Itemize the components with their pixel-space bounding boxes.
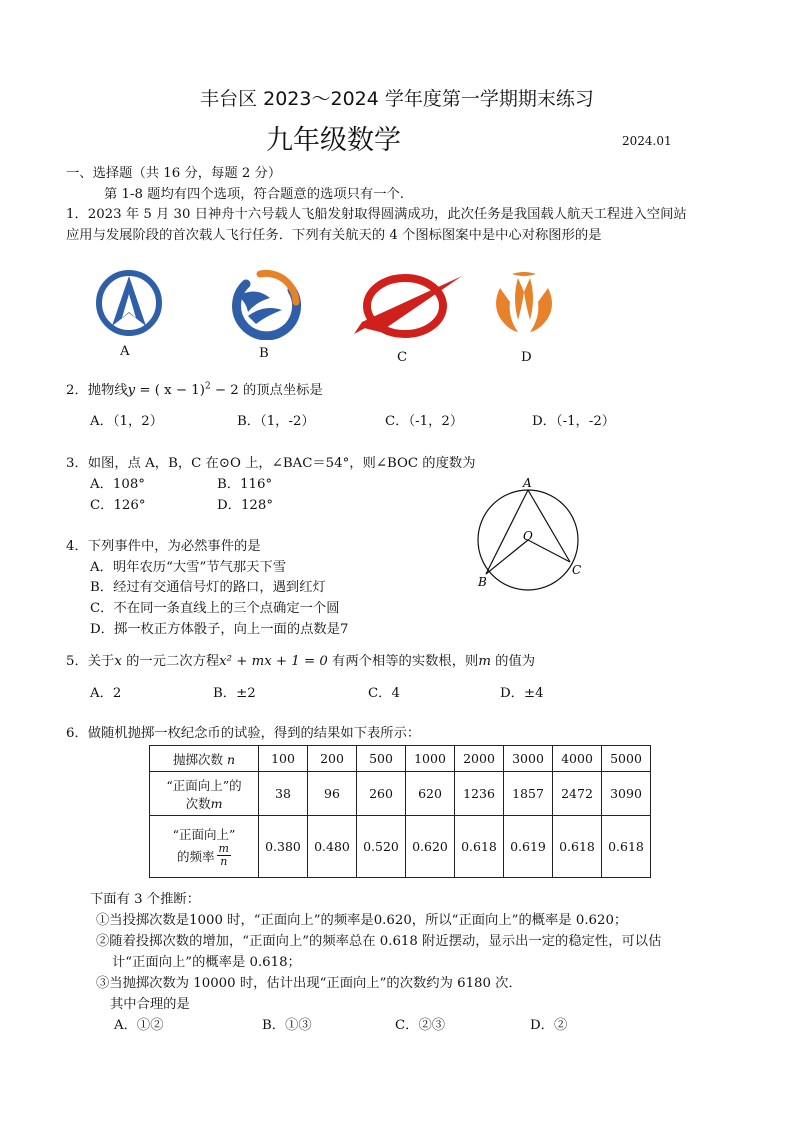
- table-header-cell: [150, 746, 259, 772]
- q5-end: 的值为: [490, 654, 536, 669]
- q2-prefix: 2．抛物线: [66, 383, 128, 398]
- logo-b-icon: [226, 266, 302, 340]
- table-cell: 3000: [504, 746, 553, 772]
- table-row: [150, 816, 651, 878]
- label-b: B: [478, 575, 487, 589]
- table-cell: 0.380: [259, 816, 308, 878]
- table-cell: 96: [308, 772, 357, 816]
- q5-equation: x² + mx + 1 = 0: [219, 654, 328, 669]
- table-cell: 100: [259, 746, 308, 772]
- label-a: A: [523, 478, 532, 490]
- q5-option-d: D．±4: [500, 686, 544, 701]
- table-cell: 0.620: [406, 816, 455, 878]
- q6-option-c: C．②③: [395, 1018, 446, 1033]
- table-cell: 0.618: [553, 816, 602, 878]
- table-cell: 2472: [553, 772, 602, 816]
- q2-suffix: 的顶点坐标是: [238, 383, 323, 398]
- q5-m: m: [478, 654, 491, 669]
- q2-option-c: C．（-1，2）: [385, 414, 464, 429]
- table-cell: 0.618: [602, 816, 651, 878]
- q4-option-b: B．经过有交通信号灯的路口，遇到红灯: [90, 580, 326, 595]
- q6-option-a: A．①②: [114, 1018, 164, 1033]
- q5-prefix: 5．关于: [66, 654, 115, 669]
- table-cell: 200: [308, 746, 357, 772]
- table-cell: 1857: [504, 772, 553, 816]
- table-cell: 260: [357, 772, 406, 816]
- table-cell: 1000: [406, 746, 455, 772]
- label-o: O: [523, 529, 533, 543]
- q5-option-c: C．4: [368, 686, 400, 701]
- fraction-denominator: n: [220, 855, 228, 868]
- q2-text: [66, 379, 323, 398]
- q4-text: 4．下列事件中，为必然事件的是: [66, 539, 261, 554]
- q6-inference-2b: 计“正面向上”的概率是 0.618；: [112, 955, 301, 970]
- table-row: [150, 746, 651, 772]
- row3-label-b: 的频率: [177, 848, 215, 864]
- q2-option-b: B．（1，-2）: [237, 414, 315, 429]
- table-cell: 0.618: [455, 816, 504, 878]
- table-cell: 1236: [455, 772, 504, 816]
- row2-label-a: “正面向上”的: [166, 777, 242, 793]
- label-c: C: [572, 563, 582, 577]
- q2-expr: = ( x − 1): [135, 383, 205, 398]
- q6-text: 6．做随机抛掷一枚纪念币的试验，得到的结果如下表所示：: [66, 726, 421, 741]
- table-cell: 3090: [602, 772, 651, 816]
- section-heading: 一、选择题（共 16 分，每题 2 分）: [66, 166, 282, 181]
- table-header-cell: [150, 772, 259, 816]
- q1-label-c: C: [397, 350, 408, 365]
- table-header-cell: [150, 816, 259, 878]
- q1-label-b: B: [259, 346, 269, 361]
- table-cell: 5000: [602, 746, 651, 772]
- frequency-table: [149, 745, 651, 878]
- circle-figure: [470, 478, 590, 592]
- q3-option-d: D．128°: [217, 498, 273, 513]
- table-cell: 0.619: [504, 816, 553, 878]
- q6-inference-1: ①当投掷次数是1000 时，“正面向上”的频率是0.620，所以“正面向上”的概率是 0.620；: [96, 913, 628, 928]
- q2-exponent: 2: [204, 381, 211, 392]
- q3-option-b: B．116°: [217, 477, 273, 492]
- exam-title: 丰台区 2023～2024 学年度第一学期期末练习: [200, 88, 594, 110]
- q6-option-d: D．②: [530, 1018, 568, 1033]
- q6-intro: 下面有 3 个推断：: [90, 892, 200, 907]
- q6-inference-2a: ②随着投掷次数的增加，“正面向上”的频率总在 0.618 附近摆动，显示出一定的稳定性，可以估: [96, 934, 662, 949]
- fraction-m-over-n: [217, 843, 231, 868]
- table-cell: 38: [259, 772, 308, 816]
- q2-expr-end: − 2: [210, 383, 239, 398]
- logo-c-icon: [350, 270, 464, 340]
- q1-text-line2: 应用与发展阶段的首次载人飞行任务．下列有关航天的 4 个图标图案中是中心对称图形的是: [66, 228, 602, 243]
- q4-option-a: A．明年农历“大雪”节气那天下雪: [90, 560, 287, 575]
- row1-label: 抛掷次数: [172, 751, 223, 767]
- logo-d-icon: [488, 268, 560, 340]
- exam-date: 2024.01: [622, 134, 672, 148]
- q2-option-a: A．（1，2）: [90, 414, 164, 429]
- q3-option-c: C．126°: [90, 498, 146, 513]
- row2-label-b: 次数: [185, 795, 211, 811]
- fraction-numerator: m: [218, 842, 229, 855]
- q2-y: y: [127, 383, 136, 398]
- table-cell: 0.480: [308, 816, 357, 878]
- q6-inference-3: ③当抛掷次数为 10000 时，估计出现“正面向上”的次数约为 6180 次．: [96, 976, 522, 991]
- subject-title: 九年级数学: [266, 125, 401, 156]
- q5-text: [66, 650, 535, 669]
- row1-var: n: [226, 751, 236, 767]
- q1-text-line1: 1．2023 年 5 月 30 日神舟十六号载人飞船发射取得圆满成功，此次任务是我国载人航天工程进入空间站: [66, 207, 687, 222]
- q6-question: 其中合理的是: [110, 997, 190, 1012]
- q6-option-b: B．①③: [262, 1018, 312, 1033]
- q5-tail: 有两个相等的实数根，则: [327, 654, 479, 669]
- table-cell: 4000: [553, 746, 602, 772]
- table-row: [150, 772, 651, 816]
- row3-label-a: “正面向上”: [172, 827, 236, 842]
- table-cell: 2000: [455, 746, 504, 772]
- q5-option-b: B．±2: [213, 686, 256, 701]
- q1-label-a: A: [120, 344, 130, 359]
- q4-option-c: C．不在同一条直线上的三个点确定一个圆: [90, 601, 340, 616]
- q5-option-a: A．2: [90, 686, 122, 701]
- q3-option-a: A．108°: [90, 477, 145, 492]
- q3-text: 3．如图，点 A，B，C 在⊙O 上，∠BAC＝54°，则∠BOC 的度数为: [66, 456, 476, 471]
- q1-label-d: D: [521, 350, 532, 365]
- table-cell: 620: [406, 772, 455, 816]
- logo-a-icon: [94, 268, 164, 338]
- section-note: 第 1-8 题均有四个选项，符合题意的选项只有一个.: [104, 187, 405, 202]
- row2-var: m: [210, 795, 223, 811]
- q5-x: x: [114, 654, 122, 669]
- q4-option-d: D．掷一枚正方体骰子，向上一面的点数是7: [90, 622, 349, 637]
- table-cell: 0.520: [357, 816, 406, 878]
- q5-mid: 的一元二次方程: [121, 654, 220, 669]
- table-cell: 500: [357, 746, 406, 772]
- q2-option-d: D．（-1，-2）: [532, 414, 616, 429]
